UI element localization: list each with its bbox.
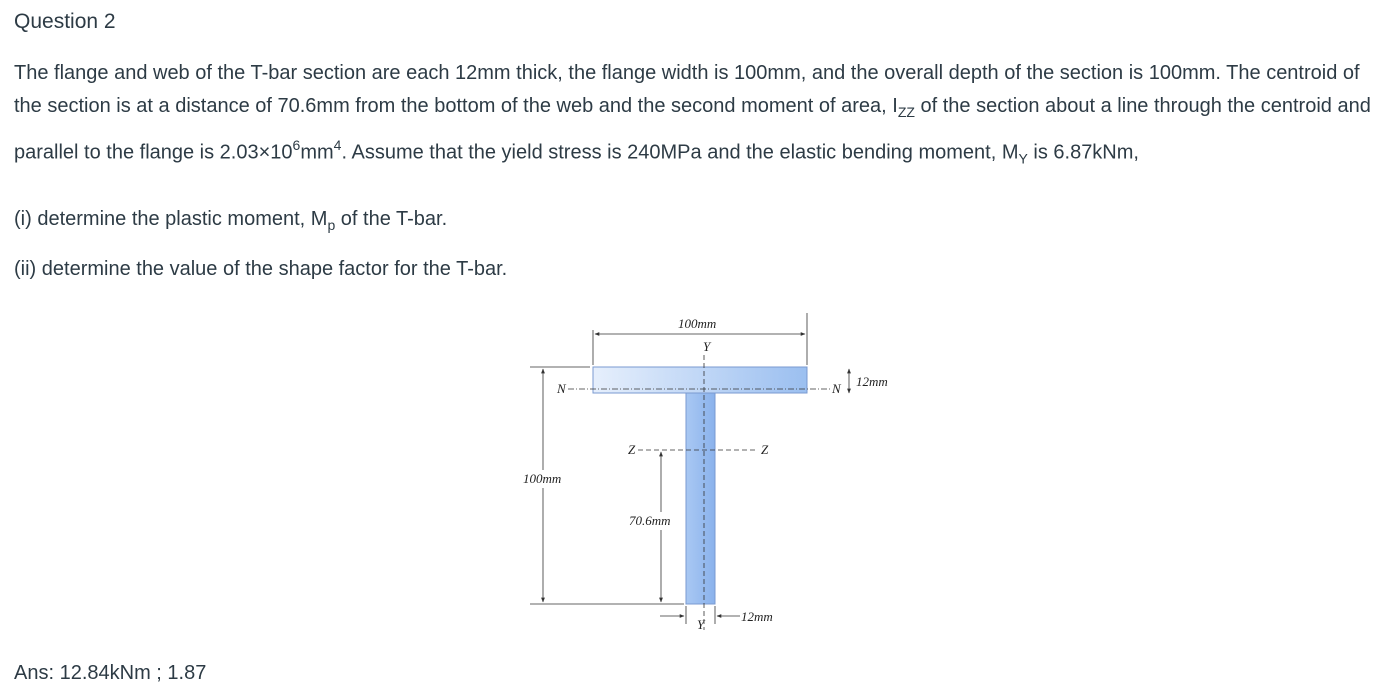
exponent-4: 4 [333, 136, 342, 153]
part-i-text-end: of the T-bar. [335, 208, 448, 230]
flange-thickness-label: 12mm [856, 374, 888, 389]
intro-part-2: of the section about a line through the centroid and parallel to the flange is 2.03×10 [14, 95, 1371, 164]
intro-part-3: . Assume that the yield stress is 240MPa and the elastic bending moment, M [341, 141, 1019, 164]
centroid-label: 70.6mm [629, 513, 671, 528]
y-axis-top-label: Y [703, 339, 711, 354]
part-i-text: (i) determine the plastic moment, M [14, 208, 328, 230]
z-axis-right-label: Z [761, 442, 769, 457]
web-thickness-label: 12mm [741, 609, 773, 624]
izz-subscript: ZZ [897, 103, 915, 120]
depth-label: 100mm [523, 471, 562, 486]
web [686, 393, 715, 604]
intro-part-4: is 6.87kNm, [1027, 141, 1139, 164]
flange-width-label: 100mm [678, 316, 717, 331]
n-axis-left-label: N [557, 381, 566, 396]
my-subscript: Y [1018, 150, 1028, 167]
part-ii: (ii) determine the value of the shape factor for the T-bar. [14, 258, 508, 280]
answer-text: Ans: 12.84kNm ; 1.87 [14, 662, 207, 684]
mp-subscript: p [327, 216, 336, 233]
intro-part-1: The flange and web of the T-bar section are each 12mm thick, the flange width is 100mm, and the overall depth of the section is 100mm. The centroid of the section is at a distance of 70.6mm from the bottom of the web and the second moment of area, I [14, 62, 1360, 117]
n-axis-right-label: N [832, 381, 841, 396]
z-axis-left-label: Z [628, 442, 636, 457]
y-axis-bottom-label: Y [697, 617, 705, 632]
exponent-6: 6 [292, 136, 301, 153]
question-title: Question 2 [14, 10, 116, 33]
unit-mm: mm [300, 141, 334, 164]
